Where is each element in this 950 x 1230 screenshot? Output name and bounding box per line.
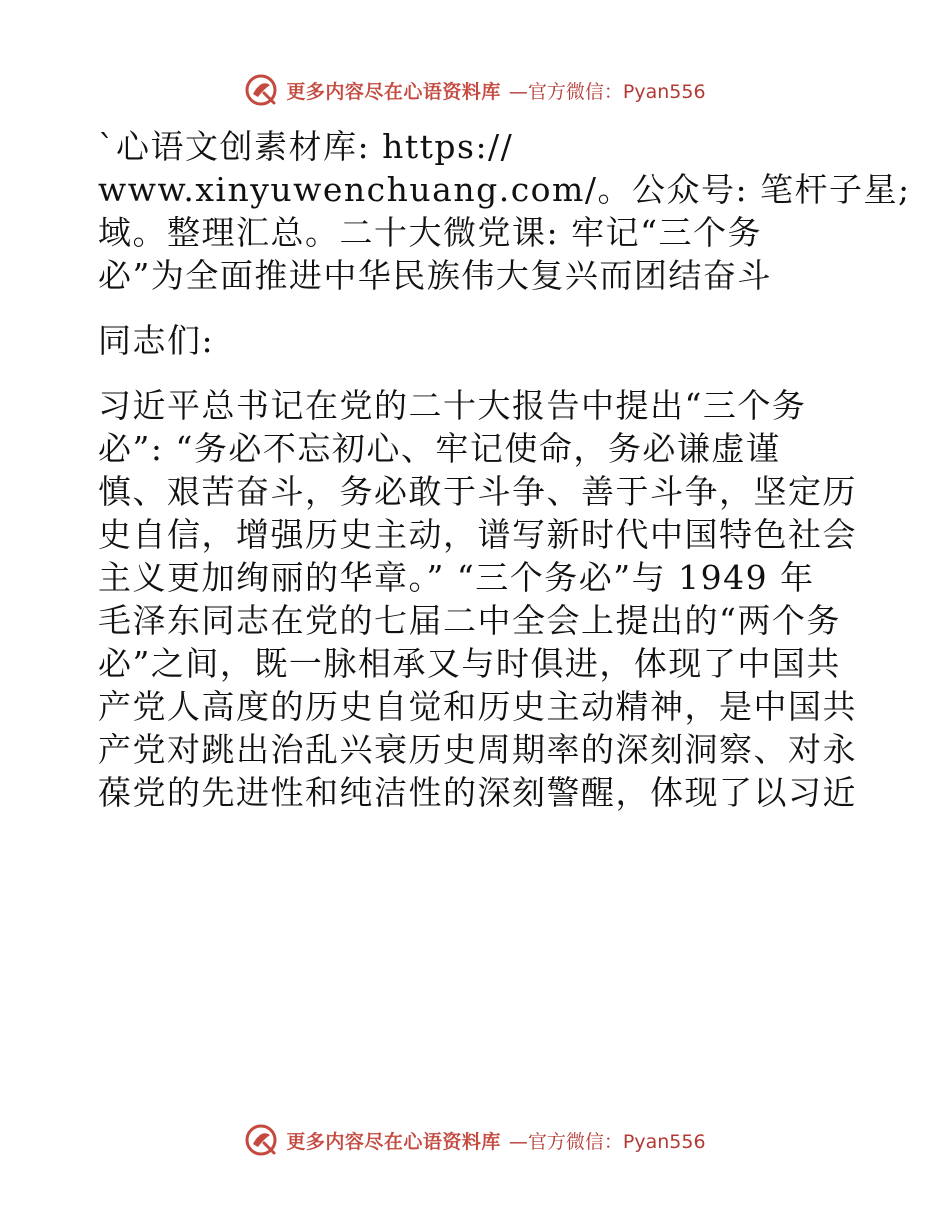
spacer bbox=[98, 297, 858, 319]
intro-line: 域。整理汇总。二十大微党课: 牢记“三个务 bbox=[98, 213, 762, 252]
watermark-official-text: —官方微信：Pyan556 bbox=[508, 1130, 706, 1153]
watermark-site-text: 更多内容尽在心语资料库 bbox=[286, 80, 501, 103]
salutation: 同志们: bbox=[98, 321, 215, 360]
paragraph-line: 葆党的先进性和纯洁性的深刻警醒，体现了以习近 bbox=[98, 773, 857, 812]
paragraph-line: 产党对跳出治乱兴衰历史周期率的深刻洞察、对永 bbox=[98, 730, 857, 769]
document-body bbox=[98, 125, 911, 814]
intro-line: `心语文创素材库: https:// bbox=[98, 127, 514, 166]
header-watermark bbox=[0, 70, 950, 110]
paragraph-line: 必”: “务必不忘初心、牢记使命，务必谦虚谨 bbox=[98, 429, 781, 468]
paragraph-line: 必”之间，既一脉相承又与时俱进，体现了中国共 bbox=[98, 644, 841, 683]
paragraph-line: 习近平总书记在党的二十大报告中提出“三个务 bbox=[98, 386, 807, 425]
intro-line: 必”为全面推进中华民族伟大复兴而团结奋斗 bbox=[98, 256, 772, 295]
xinyu-logo-icon bbox=[244, 1123, 278, 1157]
paragraph-line: 毛泽东同志在党的七届二中全会上提出的“两个务 bbox=[98, 601, 841, 640]
paragraph-line: 慎、艰苦奋斗，务必敢于斗争、善于斗争，坚定历 bbox=[98, 472, 857, 511]
paragraph-line: 史自信，增强历史主动，谱写新时代中国特色社会 bbox=[98, 515, 857, 554]
footer-watermark bbox=[0, 1120, 950, 1160]
watermark-official-text: —官方微信：Pyan556 bbox=[508, 80, 706, 103]
paragraph-line: 主义更加绚丽的华章。” “三个务必”与 1949 年 bbox=[98, 558, 815, 597]
spacer bbox=[98, 362, 858, 384]
paragraph-line: 产党人高度的历史自觉和历史主动精神，是中国共 bbox=[98, 687, 857, 726]
intro-line: www.xinyuwenchuang.com/。公众号: 笔杆子星; bbox=[98, 170, 911, 209]
watermark-site-text: 更多内容尽在心语资料库 bbox=[286, 1130, 501, 1153]
xinyu-logo-icon bbox=[244, 73, 278, 107]
